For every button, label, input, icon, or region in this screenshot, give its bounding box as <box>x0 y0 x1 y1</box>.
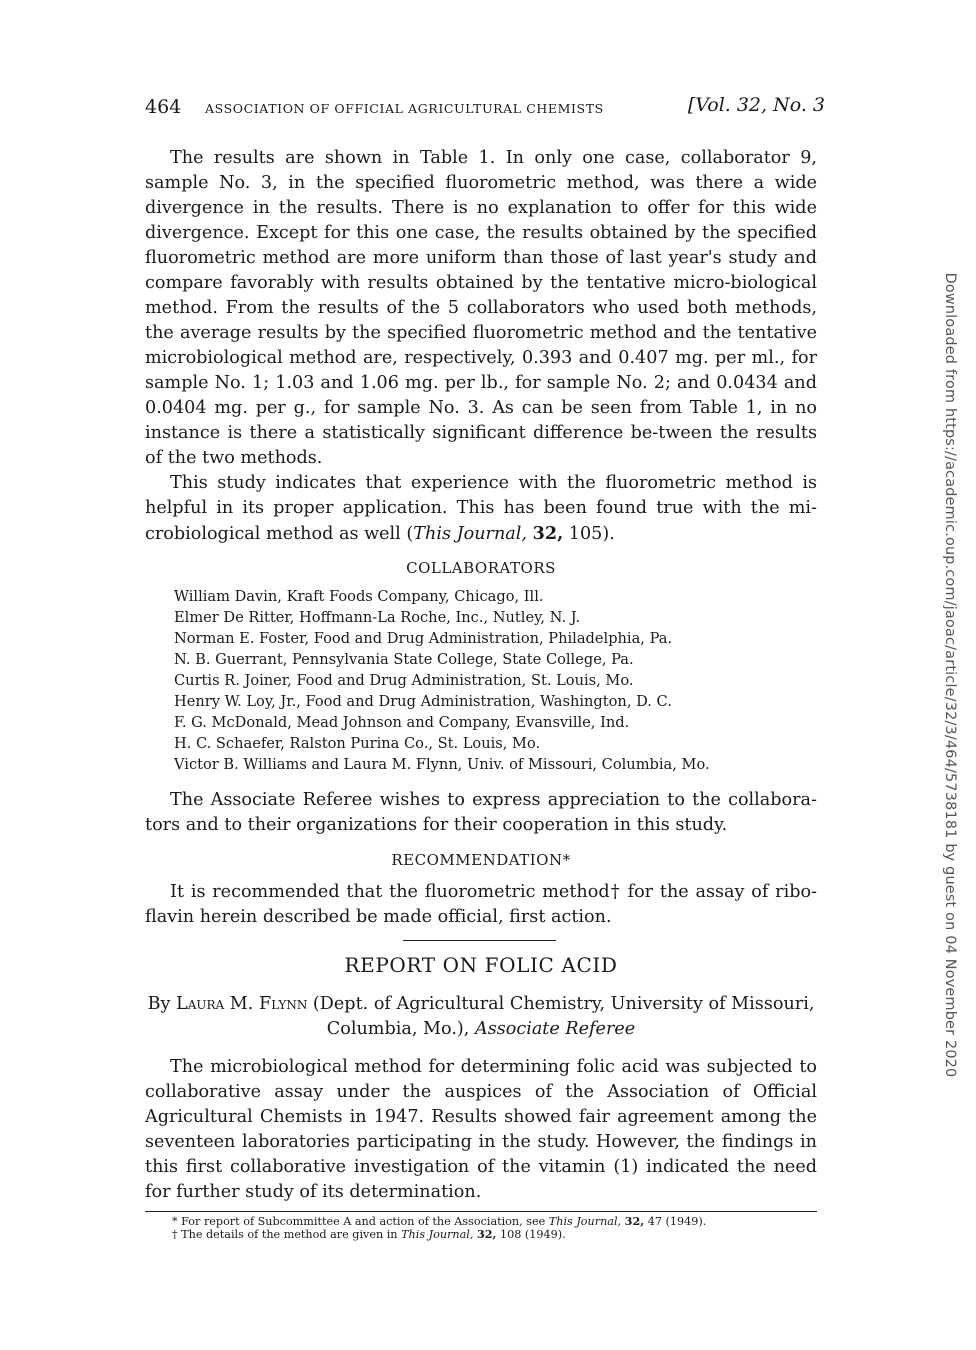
list-item: Norman E. Foster, Food and Drug Administration, Philadelphia, Pa. <box>174 630 673 647</box>
list-item: Curtis R. Joiner, Food and Drug Administration, St. Louis, Mo. <box>174 672 634 689</box>
list-item: H. C. Schaefer, Ralston Purina Co., St. Louis, Mo. <box>174 735 541 752</box>
list-item: Henry W. Loy, Jr., Food and Drug Administration, Washington, D. C. <box>174 693 672 710</box>
recommendation-section <box>145 880 817 930</box>
page-number: 464 <box>145 96 182 118</box>
appreciation-section <box>145 788 817 838</box>
download-watermark: Downloaded from https://academic.oup.com/jaoac/article/32/3/464/5738181 by guest on 04 November 2020 <box>942 272 958 1078</box>
footnote: * For report of Subcommittee A and action of the Association, see This Journal, 32, 47 (1949). <box>172 1214 707 1228</box>
folic-acid-section <box>145 1055 817 1205</box>
section-divider <box>403 940 556 941</box>
author-role: Associate Referee <box>474 1019 636 1039</box>
list-item: Elmer De Ritter, Hoffmann-La Roche, Inc., Nutley, N. J. <box>174 609 581 626</box>
results-section <box>145 146 817 547</box>
footnote: † The details of the method are given in This Journal, 32, 108 (1949). <box>172 1227 566 1241</box>
collaborators-list <box>174 586 824 775</box>
folic-acid-paragraph: The microbiological method for determining folic acid was subjected to collaborative assay under the auspices of the Association of Official Agricultural Chemists in 1947. Results showed fair agreement among the seventeen laboratories participating in the study. However, the findings in this first collaborative investigation of the vitamin (1) indicated the need for further study of its determination. <box>145 1057 817 1202</box>
list-item: Victor B. Williams and Laura M. Flynn, Univ. of Missouri, Columbia, Mo. <box>174 756 710 773</box>
appreciation-paragraph: The Associate Referee wishes to express appreciation to the collabora-tors and to their organizations for their cooperation in this study. <box>145 790 817 835</box>
recommendation-paragraph: It is recommended that the fluorometric method† for the assay of ribo-flavin herein described be made official, first action. <box>145 882 817 927</box>
study-paragraph: This study indicates that experience with the fluorometric method is helpful in its proper application. This has been found true with the mi-crobiological method as well (This Journal, 32, 105). <box>145 473 817 544</box>
report-title: REPORT ON FOLIC ACID <box>344 953 618 977</box>
author-affiliation: (Dept. of Agricultural Chemistry, University of Missouri, Columbia, Mo.), <box>312 994 815 1039</box>
list-item: William Davin, Kraft Foods Company, Chicago, Ill. <box>174 588 544 605</box>
running-head <box>145 96 825 118</box>
journal-name: ASSOCIATION OF OFFICIAL AGRICULTURAL CHEMISTS <box>205 101 604 116</box>
footnotes <box>172 1215 812 1241</box>
results-paragraph: The results are shown in Table 1. In only one case, collaborator 9, sample No. 3, in the specified fluorometric method, was there a wide divergence in the results. There is no explanation to offer for this wide divergence. Except for this one case, the results obtained by the specified fluorometric method are more uniform than those of last year's study and compare favorably with results obtained by the tentative micro-biological method. From the results of the 5 collaborators who used both methods, the average results by the specified fluorometric method and the tentative microbiological method are, respectively, 0.393 and 0.407 mg. per ml., for sample No. 1; 1.03 and 1.06 mg. per lb., for sample No. 2; and 0.0434 and 0.0404 mg. per g., for sample No. 3. As can be seen from Table 1, in no instance is there a statistically significant difference be-tween the results of the two methods. <box>145 148 817 468</box>
collaborators-heading: COLLABORATORS <box>406 559 556 577</box>
list-item: N. B. Guerrant, Pennsylvania State College, State College, Pa. <box>174 651 634 668</box>
list-item: F. G. McDonald, Mead Johnson and Company, Evansville, Ind. <box>174 714 630 731</box>
author-name: Laura M. Flynn <box>176 994 308 1014</box>
volume-issue: [Vol. 32, No. 3 <box>687 94 825 116</box>
footnote-rule <box>145 1211 817 1212</box>
byline: By Laura M. Flynn (Dept. of Agricultural Chemistry, University of Missouri, Columbia, Mo.), Associate Referee <box>147 994 815 1039</box>
recommendation-heading: RECOMMENDATION* <box>391 851 571 869</box>
